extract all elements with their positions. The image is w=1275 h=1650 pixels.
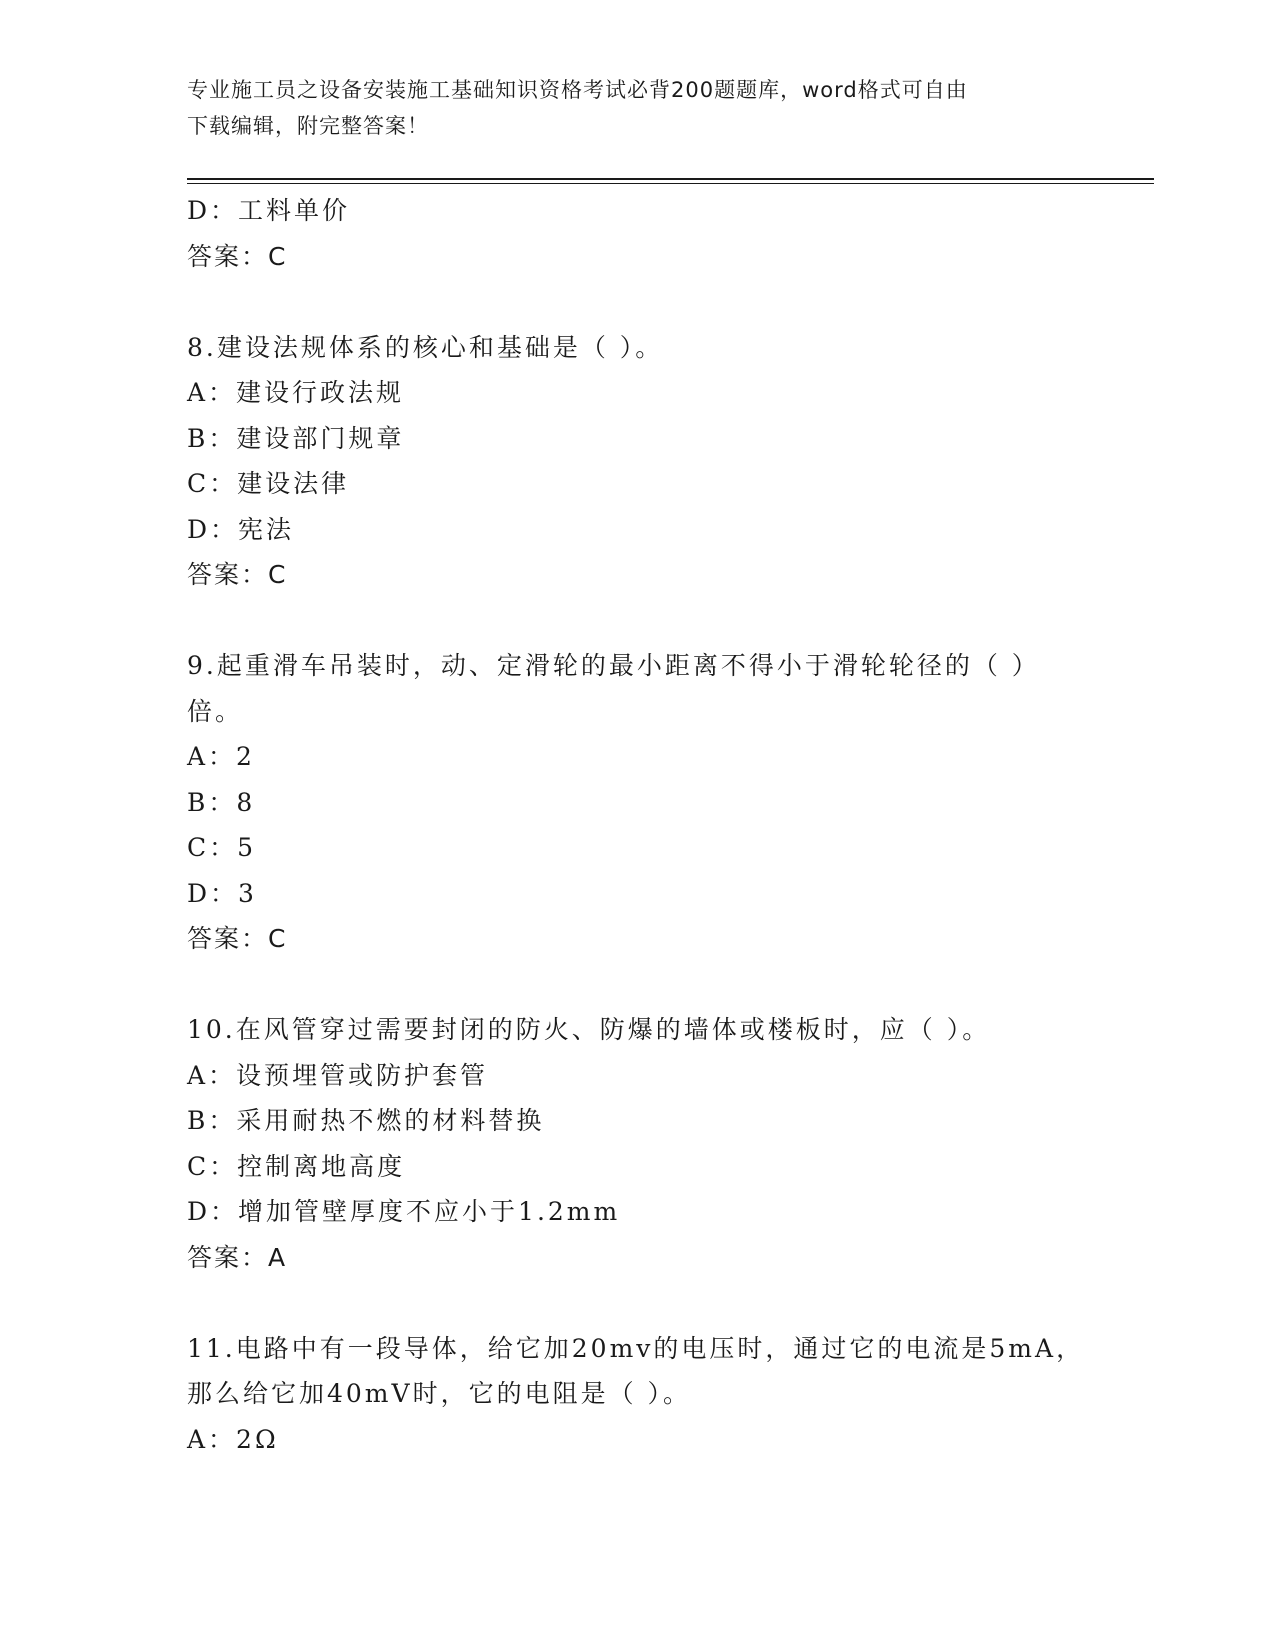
answer-line: 答案：C bbox=[187, 560, 288, 589]
question-item bbox=[187, 1326, 1087, 1463]
spacer bbox=[187, 1280, 1087, 1326]
question-item bbox=[187, 325, 1087, 598]
question-item bbox=[187, 643, 1087, 962]
option-c: C：建设法律 bbox=[187, 469, 350, 498]
option-d: D：增加管壁厚度不应小于1.2mm bbox=[187, 1197, 621, 1226]
option-d: D：宪法 bbox=[187, 514, 295, 544]
question-text: 8.建设法规体系的核心和基础是（ ）。 bbox=[187, 332, 664, 362]
option-b: B：建设部门规章 bbox=[187, 423, 405, 453]
option-a: A：2Ω bbox=[187, 1424, 279, 1454]
option-a: A：建设行政法规 bbox=[187, 378, 405, 407]
option-b: B：8 bbox=[187, 787, 256, 817]
header-line-2: 下载编辑，附完整答案！ bbox=[187, 114, 429, 138]
spacer bbox=[187, 598, 1087, 644]
option-c: C：5 bbox=[187, 833, 257, 862]
header-divider-thick bbox=[187, 178, 1154, 180]
question-text: 11.电路中有一段导体，给它加20mv的电压时，通过它的电流是5mA， bbox=[187, 1333, 1085, 1363]
option-b: B：采用耐热不燃的材料替换 bbox=[187, 1106, 545, 1135]
question-text-continued: 倍。 bbox=[187, 696, 244, 726]
question-item bbox=[187, 1007, 1087, 1280]
answer-line: 答案：C bbox=[187, 241, 288, 271]
question-text: 9.起重滑车吊装时，动、定滑轮的最小距离不得小于滑轮轮径的（ ） bbox=[187, 651, 1040, 680]
header-divider-thin bbox=[187, 183, 1154, 184]
spacer bbox=[187, 962, 1087, 1008]
question-list bbox=[187, 188, 1087, 1462]
option-c: C：控制离地高度 bbox=[187, 1151, 406, 1181]
answer-line: 答案：C bbox=[187, 924, 288, 953]
option-a: A：设预埋管或防护套管 bbox=[187, 1060, 489, 1090]
option-d: D：工料单价 bbox=[187, 196, 351, 225]
answer-line: 答案：A bbox=[187, 1242, 288, 1272]
spacer bbox=[187, 279, 1087, 325]
question-text: 10.在风管穿过需要封闭的防火、防爆的墙体或楼板时，应（ ）。 bbox=[187, 1015, 991, 1044]
header-line-1: 专业施工员之设备安装施工基础知识资格考试必背200题题库，word格式可自由 bbox=[187, 78, 968, 102]
option-a: A：2 bbox=[187, 742, 255, 771]
option-d: D：3 bbox=[187, 878, 257, 908]
question-text-continued: 那么给它加40mV时，它的电阻是（ ）。 bbox=[187, 1379, 692, 1408]
document-header bbox=[187, 72, 1087, 144]
